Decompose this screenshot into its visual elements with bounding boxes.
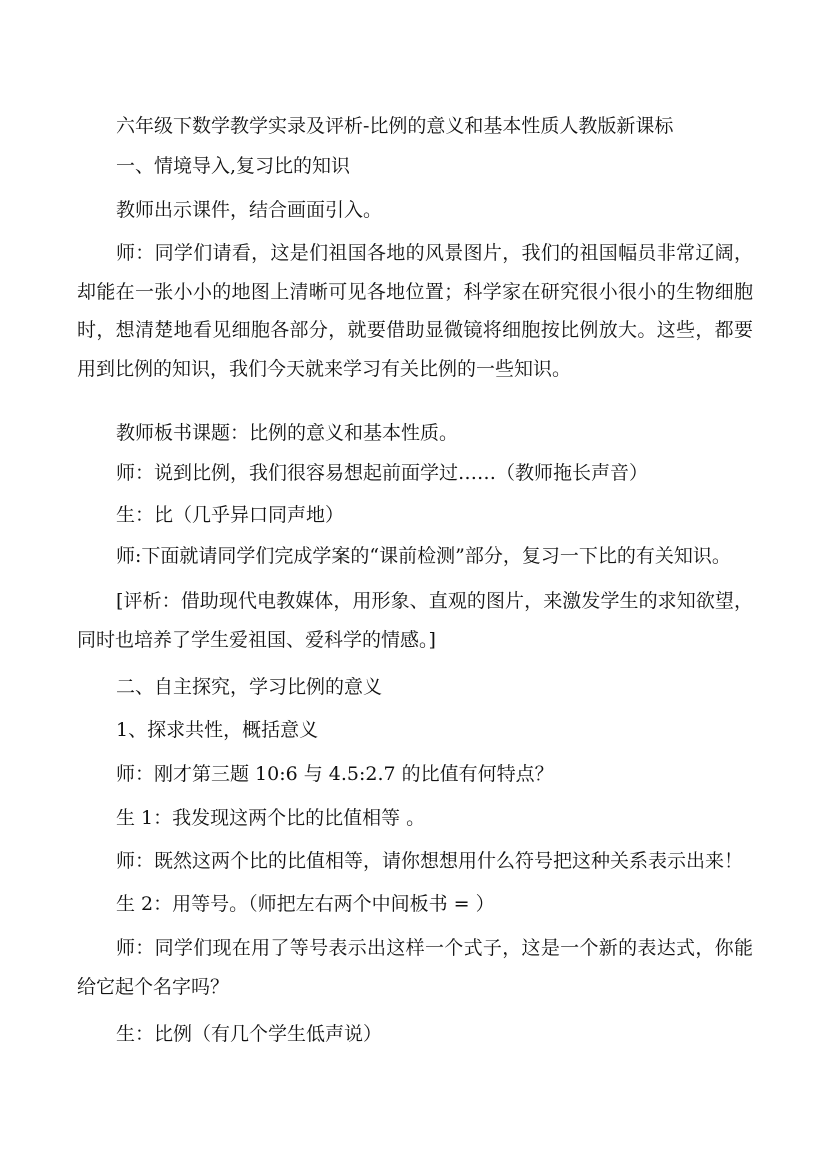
paragraph: 师：同学们现在用了等号表示出这样一个式子，这是一个新的表达式，你能给它起个名字吗？ bbox=[77, 937, 753, 998]
paragraph: 师：刚才第三题 10:6 与 4.5:2.7 的比值有何特点？ bbox=[116, 763, 554, 785]
commentary: [评析：借助现代电教媒体，用形象、直观的图片，来激发学生的求知欲望，同时也培养了学生爱祖国、爱科学的情感。] bbox=[77, 590, 753, 651]
paragraph: 教师出示课件，结合画面引入。 bbox=[116, 199, 383, 221]
paragraph: 生：比例（有几个学生低声说） bbox=[116, 1023, 383, 1045]
paragraph: 教师板书课题：比例的意义和基本性质。 bbox=[116, 422, 459, 444]
subsection-heading: 1、探求共性，概括意义 bbox=[116, 719, 319, 741]
paragraph: 师：同学们请看，这是们祖国各地的风景图片，我们的祖国幅员非常辽阔，却能在一张小小的地图上清晰可见各地位置；科学家在研究很小很小的生物细胞时，想清楚地看见细胞各部分，就要借助显微镜将细胞按比例放大。这些，都要用到比例的知识，我们今天就来学习有关比例的一些知识。 bbox=[77, 242, 753, 380]
paragraph: 生：比（几乎异口同声地） bbox=[116, 504, 345, 526]
paragraph: 师：既然这两个比的比值相等，请你想想用什么符号把这种关系表示出来！ bbox=[116, 850, 744, 872]
paragraph: 师:下面就请同学们完成学案的“课前检测”部分，复习一下比的有关知识。 bbox=[116, 545, 731, 567]
section-heading-1: 一、情境导入,复习比的知识 bbox=[116, 155, 351, 177]
paragraph: 生 1：我发现这两个比的比值相等 。 bbox=[116, 807, 426, 829]
section-heading-2: 二、自主探究，学习比例的意义 bbox=[116, 676, 383, 698]
paragraph: 师：说到比例，我们很容易想起前面学过……（教师拖长声音） bbox=[116, 462, 649, 484]
paragraph: 生 2：用等号。（师把左右两个中间板书 = ） bbox=[116, 893, 495, 915]
document-title: 六年级下数学教学实录及评析-比例的意义和基本性质人教版新课标 bbox=[116, 115, 674, 137]
